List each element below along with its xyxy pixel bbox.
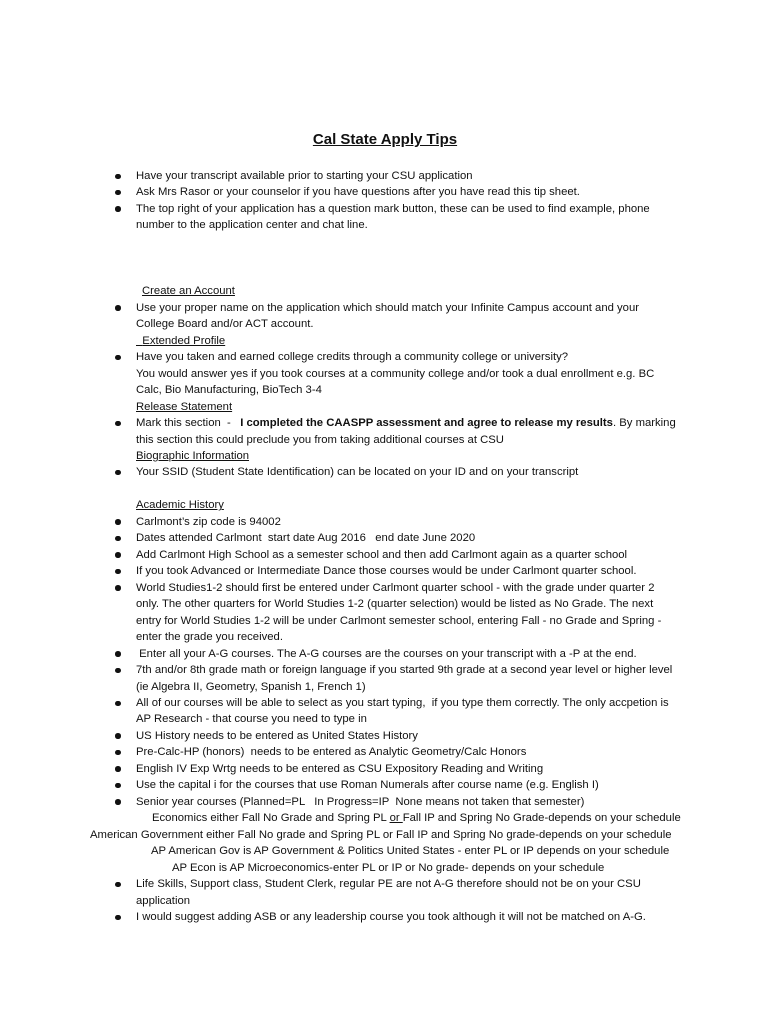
intro-tips-list bbox=[0, 168, 770, 234]
bullet-icon bbox=[115, 882, 121, 888]
list-item-text: this section this could preclude you from taking additional courses at CSU bbox=[136, 433, 504, 446]
list-item bbox=[0, 761, 770, 777]
bullet-icon bbox=[115, 585, 121, 591]
bullet-icon bbox=[115, 783, 121, 789]
list-item bbox=[0, 728, 770, 744]
list-item-text: 7th and/or 8th grade math or foreign language if you started 9th grade at a second year level or higher level bbox=[136, 664, 673, 677]
list-item bbox=[0, 646, 770, 662]
list-item-text: Your SSID (Student State Identification) can be located on your ID and on your transcript bbox=[136, 466, 579, 479]
underlined-or-text: or bbox=[389, 812, 403, 825]
list-item-text: Pre-Calc-HP (honors) needs to be entered as Analytic Geometry/Calc Honors bbox=[136, 746, 527, 759]
list-item bbox=[0, 744, 770, 760]
bullet-icon bbox=[115, 701, 121, 707]
list-item-text: Dates attended Carlmont start date Aug 2016 end date June 2020 bbox=[136, 532, 476, 545]
list-item-text: Use your proper name on the application which should match your Infinite Campus account and your bbox=[136, 301, 639, 314]
list-item bbox=[0, 777, 770, 793]
list-item bbox=[0, 464, 770, 480]
document-title: Cal State Apply Tips bbox=[312, 131, 458, 148]
list-item bbox=[0, 300, 770, 333]
senior-course-note bbox=[0, 810, 770, 826]
bullet-icon bbox=[115, 470, 121, 476]
senior-course-notes bbox=[0, 810, 770, 876]
bullet-icon bbox=[115, 305, 121, 311]
list-item-text: English IV Exp Wrtg needs to be entered as CSU Expository Reading and Writing bbox=[136, 762, 544, 775]
list-item-text: I would suggest adding ASB or any leadership course you took although it will not be matched on A-G. bbox=[136, 911, 646, 924]
list-item bbox=[0, 415, 770, 448]
senior-course-note: AP American Gov is AP Government & Politics United States - enter PL or IP depends on your schedule bbox=[151, 845, 670, 858]
bullet-icon bbox=[115, 651, 121, 657]
section-heading-create-account: Create an Account bbox=[142, 285, 235, 298]
list-item bbox=[0, 530, 770, 546]
note-text: Economics either Fall No Grade and Spring PL bbox=[152, 812, 390, 825]
academic-history-list bbox=[0, 514, 770, 810]
bullet-icon bbox=[115, 355, 121, 361]
list-item-text: Use the capital i for the courses that use Roman Numerals after course name (e.g. English I) bbox=[136, 779, 599, 792]
bullet-icon bbox=[115, 733, 121, 739]
list-item-text bbox=[136, 415, 770, 431]
list-item-text: If you took Advanced or Intermediate Dance those courses would be under Carlmont quarter school. bbox=[136, 565, 637, 578]
bullet-icon bbox=[115, 206, 121, 212]
list-item-text: All of our courses will be able to select as you start typing, if you type them correctly. The only accpetion is bbox=[136, 697, 669, 709]
bullet-icon bbox=[115, 552, 121, 558]
list-item-text: Have your transcript available prior to starting your CSU application bbox=[136, 170, 473, 182]
bullet-icon bbox=[115, 519, 121, 525]
blank-space bbox=[0, 234, 770, 283]
list-item-text: College Board and/or ACT account. bbox=[136, 318, 314, 331]
list-item bbox=[0, 201, 770, 234]
release-text-after: . By marking bbox=[612, 417, 676, 430]
list-item bbox=[0, 184, 770, 200]
list-item bbox=[0, 794, 770, 810]
list-item-text: Have you taken and earned college credits through a community college or university? bbox=[136, 351, 569, 364]
bullet-icon bbox=[115, 569, 121, 575]
list-item-text: Senior year courses (Planned=PL In Progress=IP None means not taken that semester) bbox=[136, 795, 585, 808]
list-item bbox=[0, 876, 770, 909]
list-item-text: Enter all your A-G courses. The A-G courses are the courses on your transcript with a -P at the end. bbox=[136, 647, 637, 660]
list-item bbox=[0, 168, 770, 184]
list-item-text: World Studies1-2 should first be entered under Carlmont quarter school - with the grade under quarter 2 bbox=[136, 581, 655, 594]
bullet-icon bbox=[115, 750, 121, 756]
list-item bbox=[0, 909, 770, 925]
bullet-icon bbox=[115, 536, 121, 542]
list-item bbox=[0, 563, 770, 579]
list-item-text: The top right of your application has a question mark button, these can be used to find example, phone bbox=[136, 202, 650, 215]
list-item-text: enter the grade you received. bbox=[136, 631, 283, 644]
list-item-text: Calc, Bio Manufacturing, BioTech 3-4 bbox=[136, 384, 322, 397]
list-item-text: You would answer yes if you took courses at a community college and/or took a dual enrollment e.g. BC bbox=[136, 367, 655, 380]
list-item bbox=[0, 547, 770, 563]
list-item-text: Add Carlmont High School as a semester school and then add Carlmont again as a quarter school bbox=[136, 548, 628, 561]
senior-course-note: American Government either Fall No grade and Spring PL or Fall IP and Spring No grade-depends on your schedule bbox=[90, 828, 672, 841]
list-item-text: Carlmont’s zip code is 94002 bbox=[136, 515, 281, 528]
list-item bbox=[0, 514, 770, 530]
section-heading-extended-profile: Extended Profile bbox=[142, 334, 226, 347]
section-heading-academic-history: Academic History bbox=[136, 499, 224, 512]
bullet-icon bbox=[115, 190, 121, 196]
list-item-text: US History needs to be entered as United States History bbox=[136, 729, 418, 742]
bullet-icon bbox=[115, 766, 121, 772]
bullet-icon bbox=[115, 421, 121, 427]
note-text: Fall IP and Spring No Grade-depends on your schedule bbox=[402, 812, 681, 825]
release-text-before: Mark this section - bbox=[136, 417, 241, 430]
list-item-text: number to the application center and chat line. bbox=[136, 219, 368, 232]
list-item-text: (ie Algebra II, Geometry, Spanish 1, French 1) bbox=[136, 680, 366, 693]
section-heading-release-statement: Release Statement bbox=[136, 400, 233, 413]
document-body bbox=[0, 168, 770, 926]
list-item-text: only. The other quarters for World Studies 1-2 (quarter selection) would be listed as No Grade. The next bbox=[136, 598, 654, 611]
list-item-text: application bbox=[136, 894, 191, 907]
list-item bbox=[0, 580, 770, 646]
list-item-text: Ask Mrs Rasor or your counselor if you have questions after you have read this tip sheet. bbox=[136, 186, 580, 199]
bullet-icon bbox=[115, 174, 121, 180]
blank-space bbox=[0, 481, 770, 497]
bullet-icon bbox=[115, 668, 121, 674]
section-heading-biographic-information: Biographic Information bbox=[136, 449, 250, 462]
bullet-icon bbox=[115, 799, 121, 805]
list-item bbox=[0, 662, 770, 695]
list-item bbox=[0, 695, 770, 728]
list-item-text: AP Research - that course you need to type in bbox=[136, 713, 367, 726]
list-item bbox=[0, 349, 770, 398]
list-item-text: Life Skills, Support class, Student Clerk, regular PE are not A-G therefore should not be on your CSU bbox=[136, 878, 641, 891]
bullet-icon bbox=[115, 915, 121, 921]
senior-course-note: AP Econ is AP Microeconomics-enter PL or IP or No grade- depends on your schedule bbox=[172, 861, 605, 874]
closing-tips-list bbox=[0, 876, 770, 925]
list-item-text: entry for World Studies 1-2 will be under Carlmont semester school, entering Fall - no Grade and Spring - bbox=[136, 614, 662, 627]
release-consent-bold-text: I completed the CAASPP assessment and agree to release my results bbox=[240, 417, 613, 430]
